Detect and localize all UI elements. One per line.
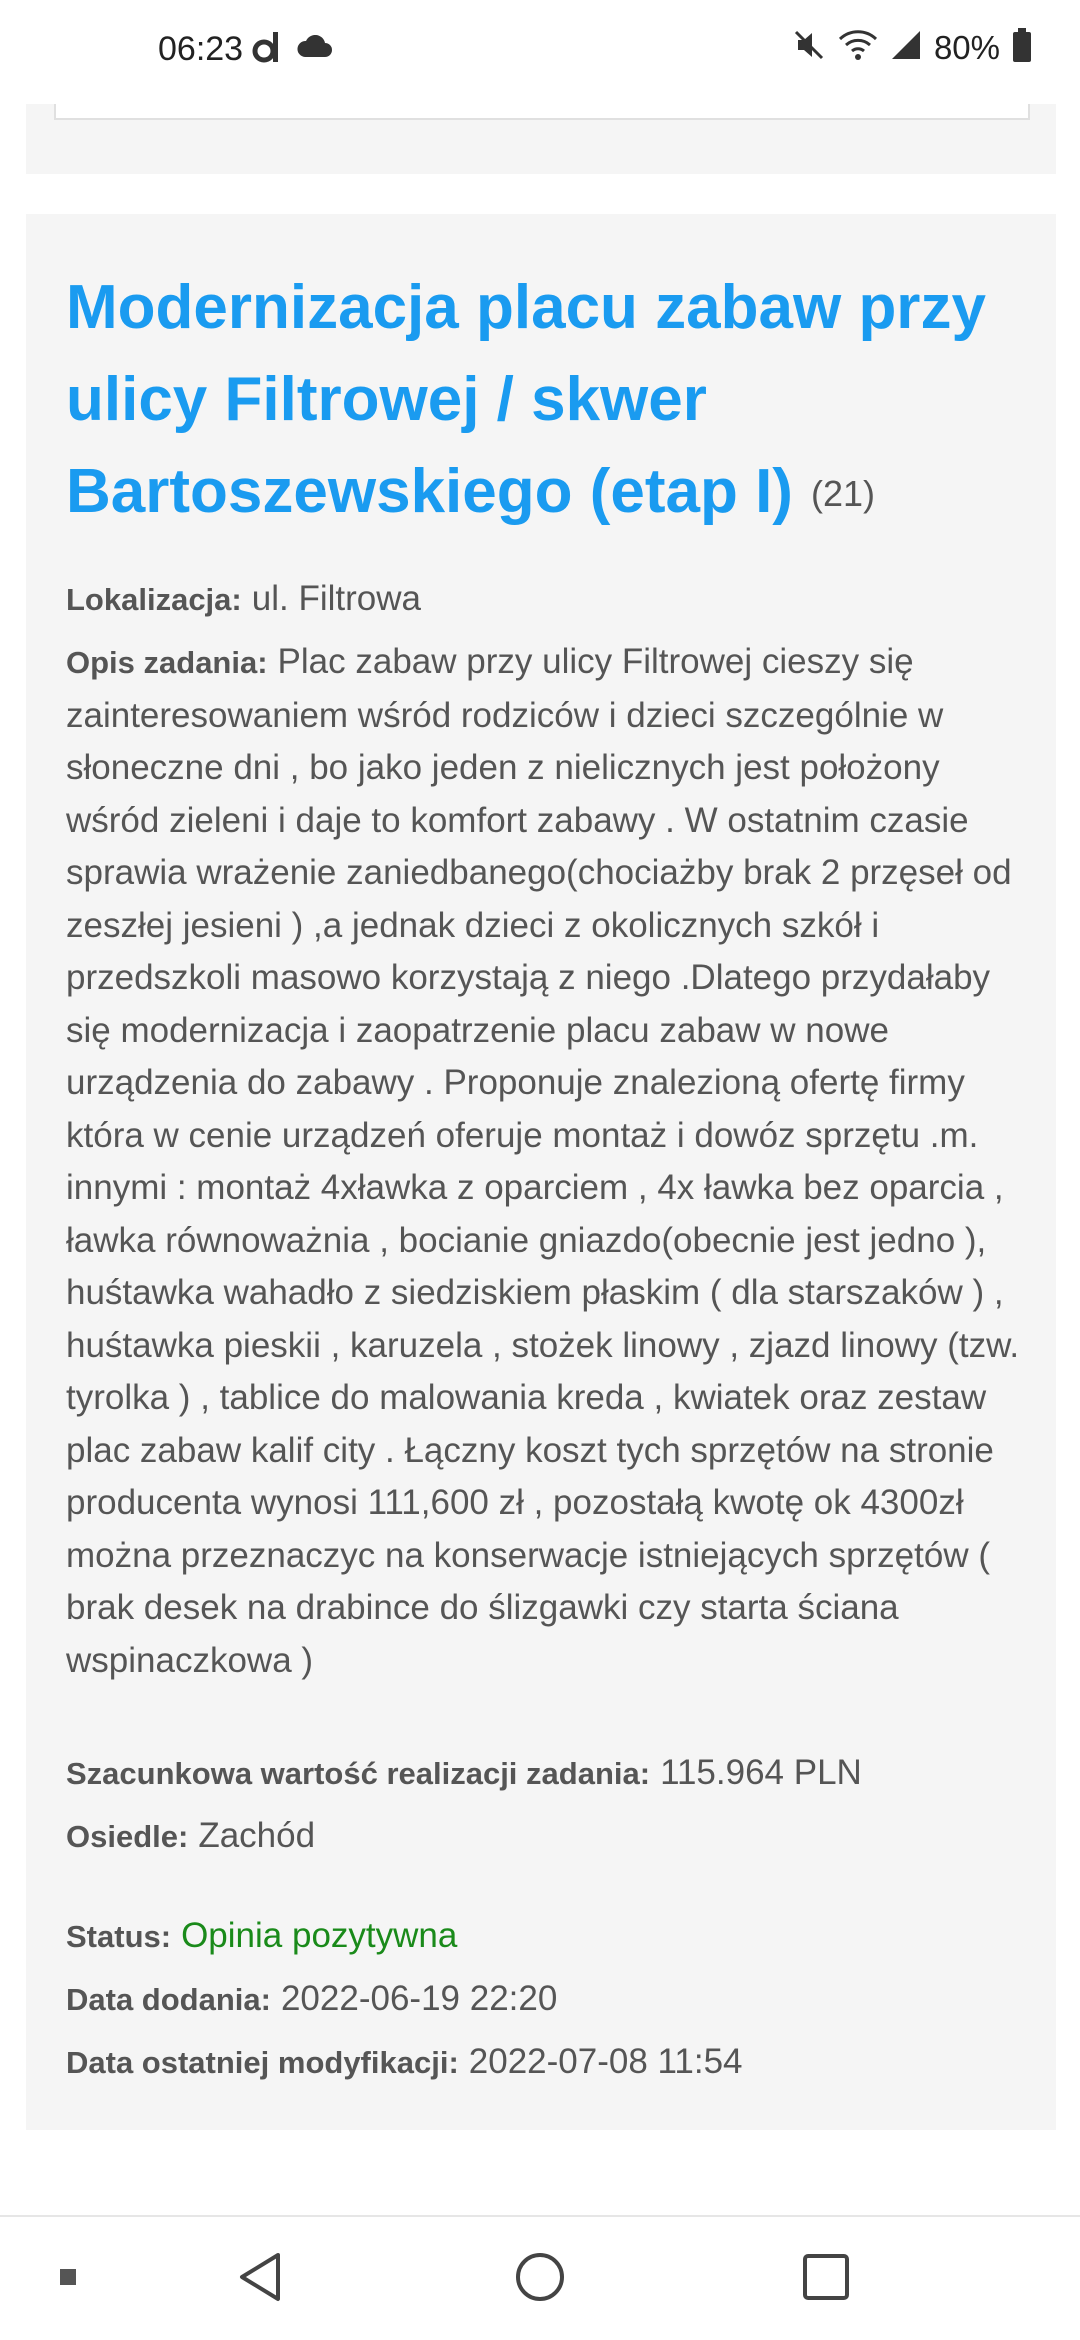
back-button[interactable]: [210, 2217, 310, 2340]
location-value: ul. Filtrowa: [251, 579, 421, 618]
menu-dot-icon: [59, 2268, 77, 2291]
modified-label: Data ostatniej modyfikacji:: [66, 2045, 459, 2080]
navigation-bar: [0, 2215, 1080, 2340]
added-value: 2022-06-19 22:20: [280, 1979, 558, 2018]
menu-dot-button[interactable]: [40, 2217, 96, 2340]
d-icon: [252, 30, 282, 69]
status-bar: [0, 0, 1080, 104]
back-icon: [236, 2251, 284, 2308]
added-row: [66, 1973, 1026, 2027]
recents-button[interactable]: [776, 2217, 876, 2340]
status-time: 06:23: [158, 30, 244, 68]
mute-icon: [792, 28, 826, 67]
home-button[interactable]: [490, 2217, 590, 2340]
estimate-value: 115.964 PLN: [660, 1753, 862, 1792]
description-value: Plac zabaw przy ulicy Filtrowej cieszy się zainteresowaniem wśród rodziców i dzieci szczególnie w słoneczne dni , bo jako jeden z nielicznych jest położony wśród zieleni i daje to komfort zabawy . W ostatnim czasie sprawia wrażenie zaniedbanego(chociażby brak 2 przęseł od zeszłej jesieni ) ,a jednak dzieci z okolicznych szkół i przedszkoli masowo korzystają z niego .Dlatego przydałaby się modernizacja i zaopatrzenie placu zabaw w nowe urządzenia do zabawy . Proponuje znalezioną ofertę firmy która w cenie urządzeń oferuje montaż i dowóz sprzętu .m. innymi : montaż 4xławka z oparciem , 4x ławka bez oparcia , ławka równoważnia , bocianie gniazdo(obecnie jest jedno ), huśtawka wahadło z siedziskiem płaskim ( dla starszaków ) , huśtawka pieskii , karuzela , stożek linowy , zjazd linowy (tzw. tyrolka ) , tablice do malowania kreda , kwiatek oraz zestaw plac zabaw kalif city . Łączny koszt tych sprzętów na stronie producenta wynosi 111,600 zł , pozostałą kwotę ok 4300zł można przeznaczyc na konserwacje istniejących sprzętów ( brak desek na drabince do ślizgawki czy starta ściana wspinaczkowa ): [66, 642, 1020, 1680]
status-value: Opinia pozytywna: [181, 1916, 458, 1955]
recents-icon: [801, 2252, 851, 2307]
modified-value: 2022-07-08 11:54: [468, 2042, 743, 2081]
home-icon: [514, 2251, 566, 2308]
status-label: Status:: [66, 1919, 172, 1954]
cloud-icon: [296, 35, 334, 64]
modified-row: [66, 2036, 1026, 2090]
location-row: [66, 573, 1026, 627]
battery-icon: [1012, 28, 1032, 67]
district-label: Osiedle:: [66, 1819, 189, 1854]
added-label: Data dodania:: [66, 1982, 271, 2017]
description-label: Opis zadania:: [66, 645, 268, 680]
district-value: Zachód: [198, 1816, 316, 1855]
district-row: [66, 1810, 1026, 1864]
status-row: [66, 1910, 1026, 1964]
battery-percent: 80%: [933, 28, 1000, 66]
wifi-icon: [838, 29, 878, 66]
project-title-text[interactable]: Modernizacja placu zabaw przy ulicy Filtrowej / skwer Bartoszewskiego (etap I): [66, 273, 986, 526]
comment-count: (21): [810, 473, 875, 514]
signal-icon: [890, 29, 922, 66]
estimate-label: Szacunkowa wartość realizacji zadania:: [66, 1756, 651, 1791]
estimate-row: [66, 1747, 1026, 1801]
description-row: [66, 636, 1026, 1687]
location-label: Lokalizacja:: [66, 582, 242, 617]
previous-card-inner: [54, 104, 1030, 120]
project-title[interactable]: [66, 262, 1026, 540]
